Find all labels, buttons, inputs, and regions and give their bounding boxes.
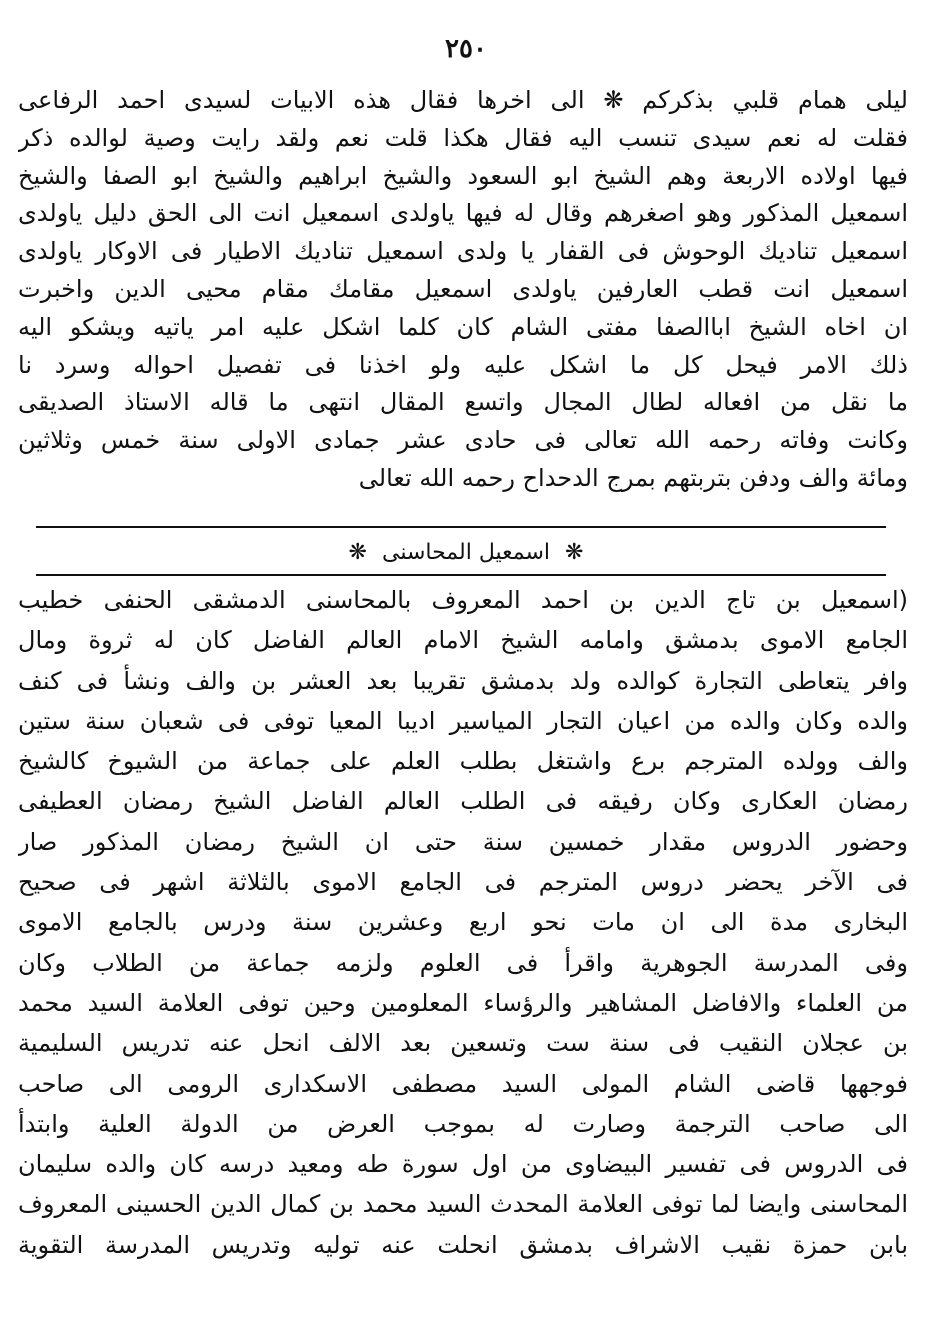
divider-top xyxy=(36,526,886,528)
ornament-icon: ❋ xyxy=(348,540,367,565)
text-line: بن عجلان النقيب فى سنة ست وتسعين بعد الالف انحل عنه تدريس السليمية xyxy=(18,1029,908,1058)
text-line: اسمعيل انت قطب العارفين ياولدى اسمعيل مقامك مقام محيى الدين واخبرت xyxy=(18,274,908,303)
text-line: وكانت وفاته رحمه الله تعالى فى حادى عشر جمادى الاولى سنة خمس وثلاثين xyxy=(18,426,908,455)
text-line: ذلك الامر فيحل كل ما اشكل عليه ولو اخذنا فى تفصيل احواله وسرد نا xyxy=(18,350,908,379)
text-line: والف وولده المترجم برع واشتغل بطلب العلم على جماعة من الشيوخ كالشيخ xyxy=(18,747,908,776)
text-line: فيها اولاده الاربعة وهم الشيخ ابو السعود والشيخ ابراهيم والشيخ ابو الصفا والشيخ xyxy=(18,161,908,190)
text-line: فى الدروس فى تفسير البيضاوى من اول سورة طه ومعيد درسه كان والده سليمان xyxy=(18,1150,908,1179)
entry-heading-title: اسمعيل المحاسنى xyxy=(381,540,551,565)
text-line: والده وكان والده من اعيان التجار المياسير اديبا المعيا توفى فى شعبان سنة ستين xyxy=(18,706,908,735)
text-line: ما نقل من افعاله لطال المجال واتسع المقال انتهى ما قاله الاستاذ الصديقى xyxy=(18,388,908,417)
entry-heading xyxy=(0,536,932,570)
text-line: المحاسنى وايضا لما توفى العلامة المحدث السيد محمد بن كمال الدين الحسينى المعروف xyxy=(18,1190,908,1219)
text-line: ان اخاه الشيخ اباالصفا مفتى الشام كان كلما اشكل عليه امر ياتيه ويشكو اليه xyxy=(18,312,908,341)
text-line: اسمعيل المذكور وهو اصغرهم وقال له فيها ياولدى اسمعيل انت الى الحق دليل ياولدى xyxy=(18,199,908,228)
text-line: رمضان العكارى وكان رفيقه فى الطلب العالم الفاضل الشيخ رمضان العطيفى xyxy=(18,787,908,816)
text-line: بابن حمزة نقيب الاشراف بدمشق انحلت عنه توليه وتدريس المدرسة التقوية xyxy=(18,1230,908,1259)
text-line: ليلى همام قلبي بذكركم ❋ الى اخرها فقال هذه الابيات لسيدى احمد الرفاعى xyxy=(18,86,908,114)
text-line: البخارى مدة الى ان مات نحو اربع وعشرين سنة ودرس بالجامع الاموى xyxy=(18,908,908,937)
text-line: فى الآخر يحضر دروس المترجم فى الجامع الاموى بالثلاثة اشهر فى صحيح xyxy=(18,868,908,897)
text-line: من العلماء والافاضل المشاهير والرؤساء المعلومين وحين توفى العلامة السيد محمد xyxy=(18,988,908,1017)
text-line: (اسمعيل بن تاج الدين بن احمد المعروف بالمحاسنى الدمشقى الحنفى خطيب xyxy=(18,586,908,614)
ornament-icon: ❋ xyxy=(565,540,584,565)
text-line: وحضور الدروس مقدار خمسين سنة حتى ان الشيخ رمضان المذكور صار xyxy=(18,827,908,856)
divider-bottom xyxy=(36,574,886,576)
text-line: الجامع الاموى بدمشق وامامه الشيخ الامام العالم الفاضل كان له ثروة ومال xyxy=(18,626,908,655)
text-line: وافر يتعاطى التجارة كوالده ولد بدمشق تقريبا بعد العشر بن والف ونشأ فى كنف xyxy=(18,666,908,695)
text-block-previous-entry xyxy=(18,82,908,498)
text-line: الى صاحب الترجمة وصارت له بموجب العرض من الدولة العلية وابتدأ xyxy=(18,1109,908,1138)
text-line: فقلت له نعم سيدى تنسب اليه فقال هكذا قلت نعم ولقد رايت وصية لوالده ذكر xyxy=(18,123,908,152)
text-line: وفى المدرسة الجوهرية واقرأ فى العلوم ولزمه جماعة من الطلاب وكان xyxy=(18,948,908,977)
page-number: ٢٥٠ xyxy=(445,34,487,64)
text-line-last: ومائة والف ودفن بتربتهم بمرج الدحداح رحمه الله تعالى xyxy=(358,463,908,492)
text-line: اسمعيل تناديك الوحوش فى القفار يا ولدى اسمعيل تناديك الاطيار فى الاوكار ياولدى xyxy=(18,237,908,266)
text-block-entry xyxy=(18,580,908,1265)
text-line: فوجهها قاضى الشام المولى السيد مصطفى الاسكدارى الرومى الى صاحب xyxy=(18,1069,908,1098)
